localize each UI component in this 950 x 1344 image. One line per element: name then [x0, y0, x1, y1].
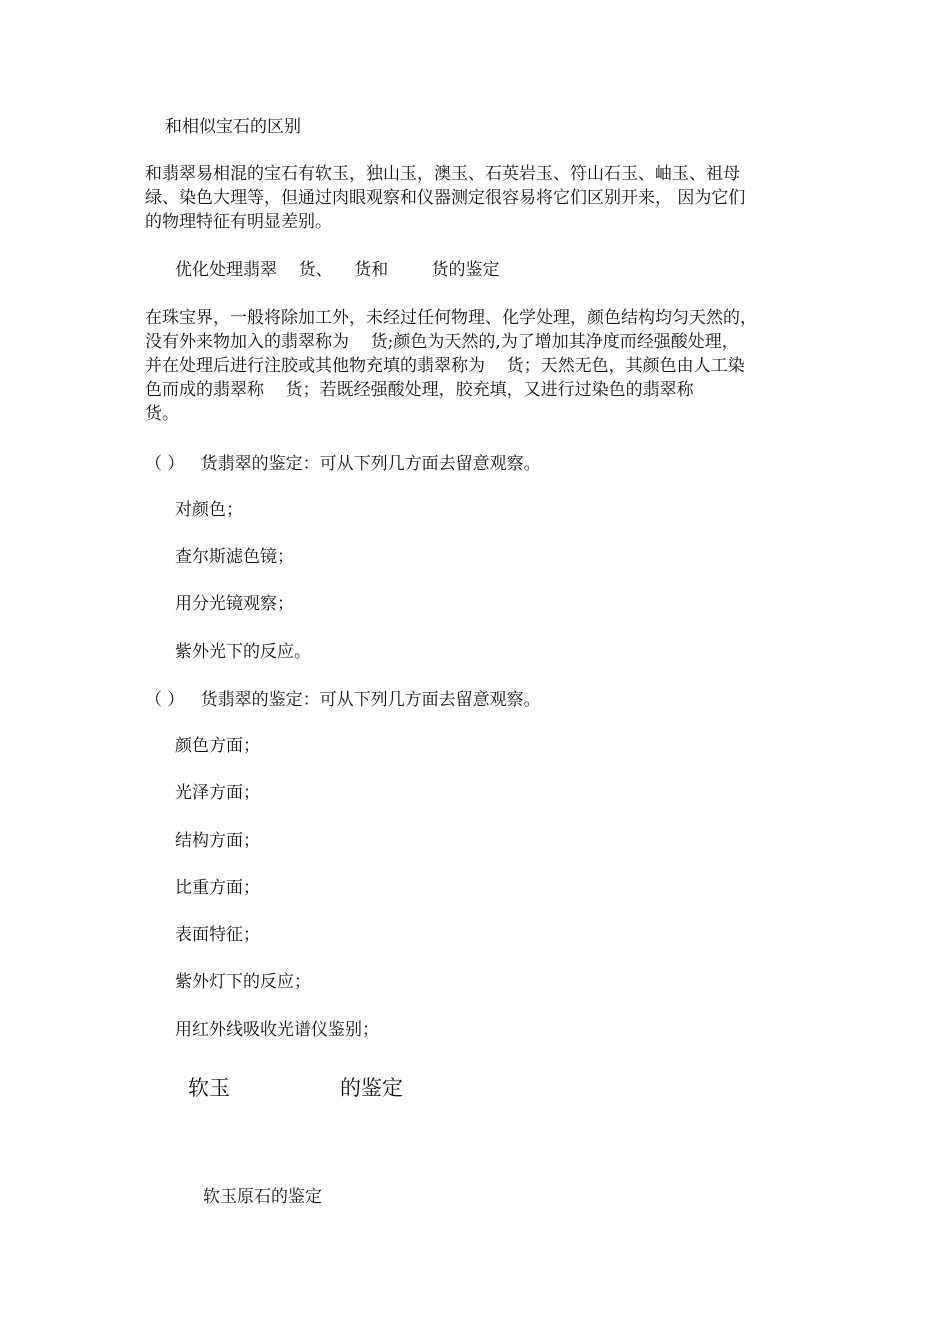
list-item: 颜色方面； — [175, 736, 260, 756]
section-title-nephrite: 软玉 — [188, 1076, 230, 1100]
paragraph-line: 色而成的翡翠称 货；若既经强酸处理，胶充填，又进行过染色的翡翠称 — [145, 380, 694, 400]
subsection-heading: （ ） 货翡翠的鉴定：可从下列几方面去留意观察。 — [145, 454, 541, 474]
paragraph-line: 的物理特征有明显差别。 — [145, 212, 332, 232]
section-title-identification: 的鉴定 — [340, 1076, 403, 1100]
list-item: 紫外光下的反应。 — [175, 642, 311, 662]
section-heading-similar-gems: 和相似宝石的区别 — [165, 117, 301, 137]
paragraph-line: 绿、染色大理等，但通过肉眼观察和仪器测定很容易将它们区别开来， 因为它们 — [145, 188, 746, 208]
paragraph-line: 和翡翠易相混的宝石有软玉，独山玉，澳玉、石英岩玉、符山石玉、岫玉、祖母 — [145, 164, 740, 184]
paragraph-line: 货。 — [145, 404, 179, 424]
section-heading-treated-jadeite: 优化处理翡翠 货、 货和 货的鉴定 — [175, 260, 500, 280]
subsection-heading: （ ） 货翡翠的鉴定：可从下列几方面去留意观察。 — [145, 690, 541, 710]
list-item: 比重方面； — [175, 878, 260, 898]
subsection-heading-raw-nephrite: 软玉原石的鉴定 — [203, 1187, 322, 1207]
list-item: 对颜色； — [175, 500, 243, 520]
list-item: 表面特征； — [175, 925, 260, 945]
paragraph-line: 没有外来物加入的翡翠称为 货;颜色为天然的,为了增加其净度而经强酸处理， — [145, 332, 739, 352]
list-item: 紫外灯下的反应； — [175, 972, 311, 992]
list-item: 光泽方面； — [175, 783, 260, 803]
list-item: 查尔斯滤色镜； — [175, 547, 294, 567]
paragraph-line: 并在处理后进行注胶或其他物充填的翡翠称为 货；天然无色，其颜色由人工染 — [145, 356, 745, 376]
paragraph-line: 在珠宝界，一般将除加工外，未经过任何物理、化学处理，颜色结构均匀天然的， — [145, 308, 757, 328]
list-item: 用红外线吸收光谱仪鉴别； — [175, 1020, 379, 1040]
list-item: 用分光镜观察； — [175, 594, 294, 614]
list-item: 结构方面； — [175, 831, 260, 851]
